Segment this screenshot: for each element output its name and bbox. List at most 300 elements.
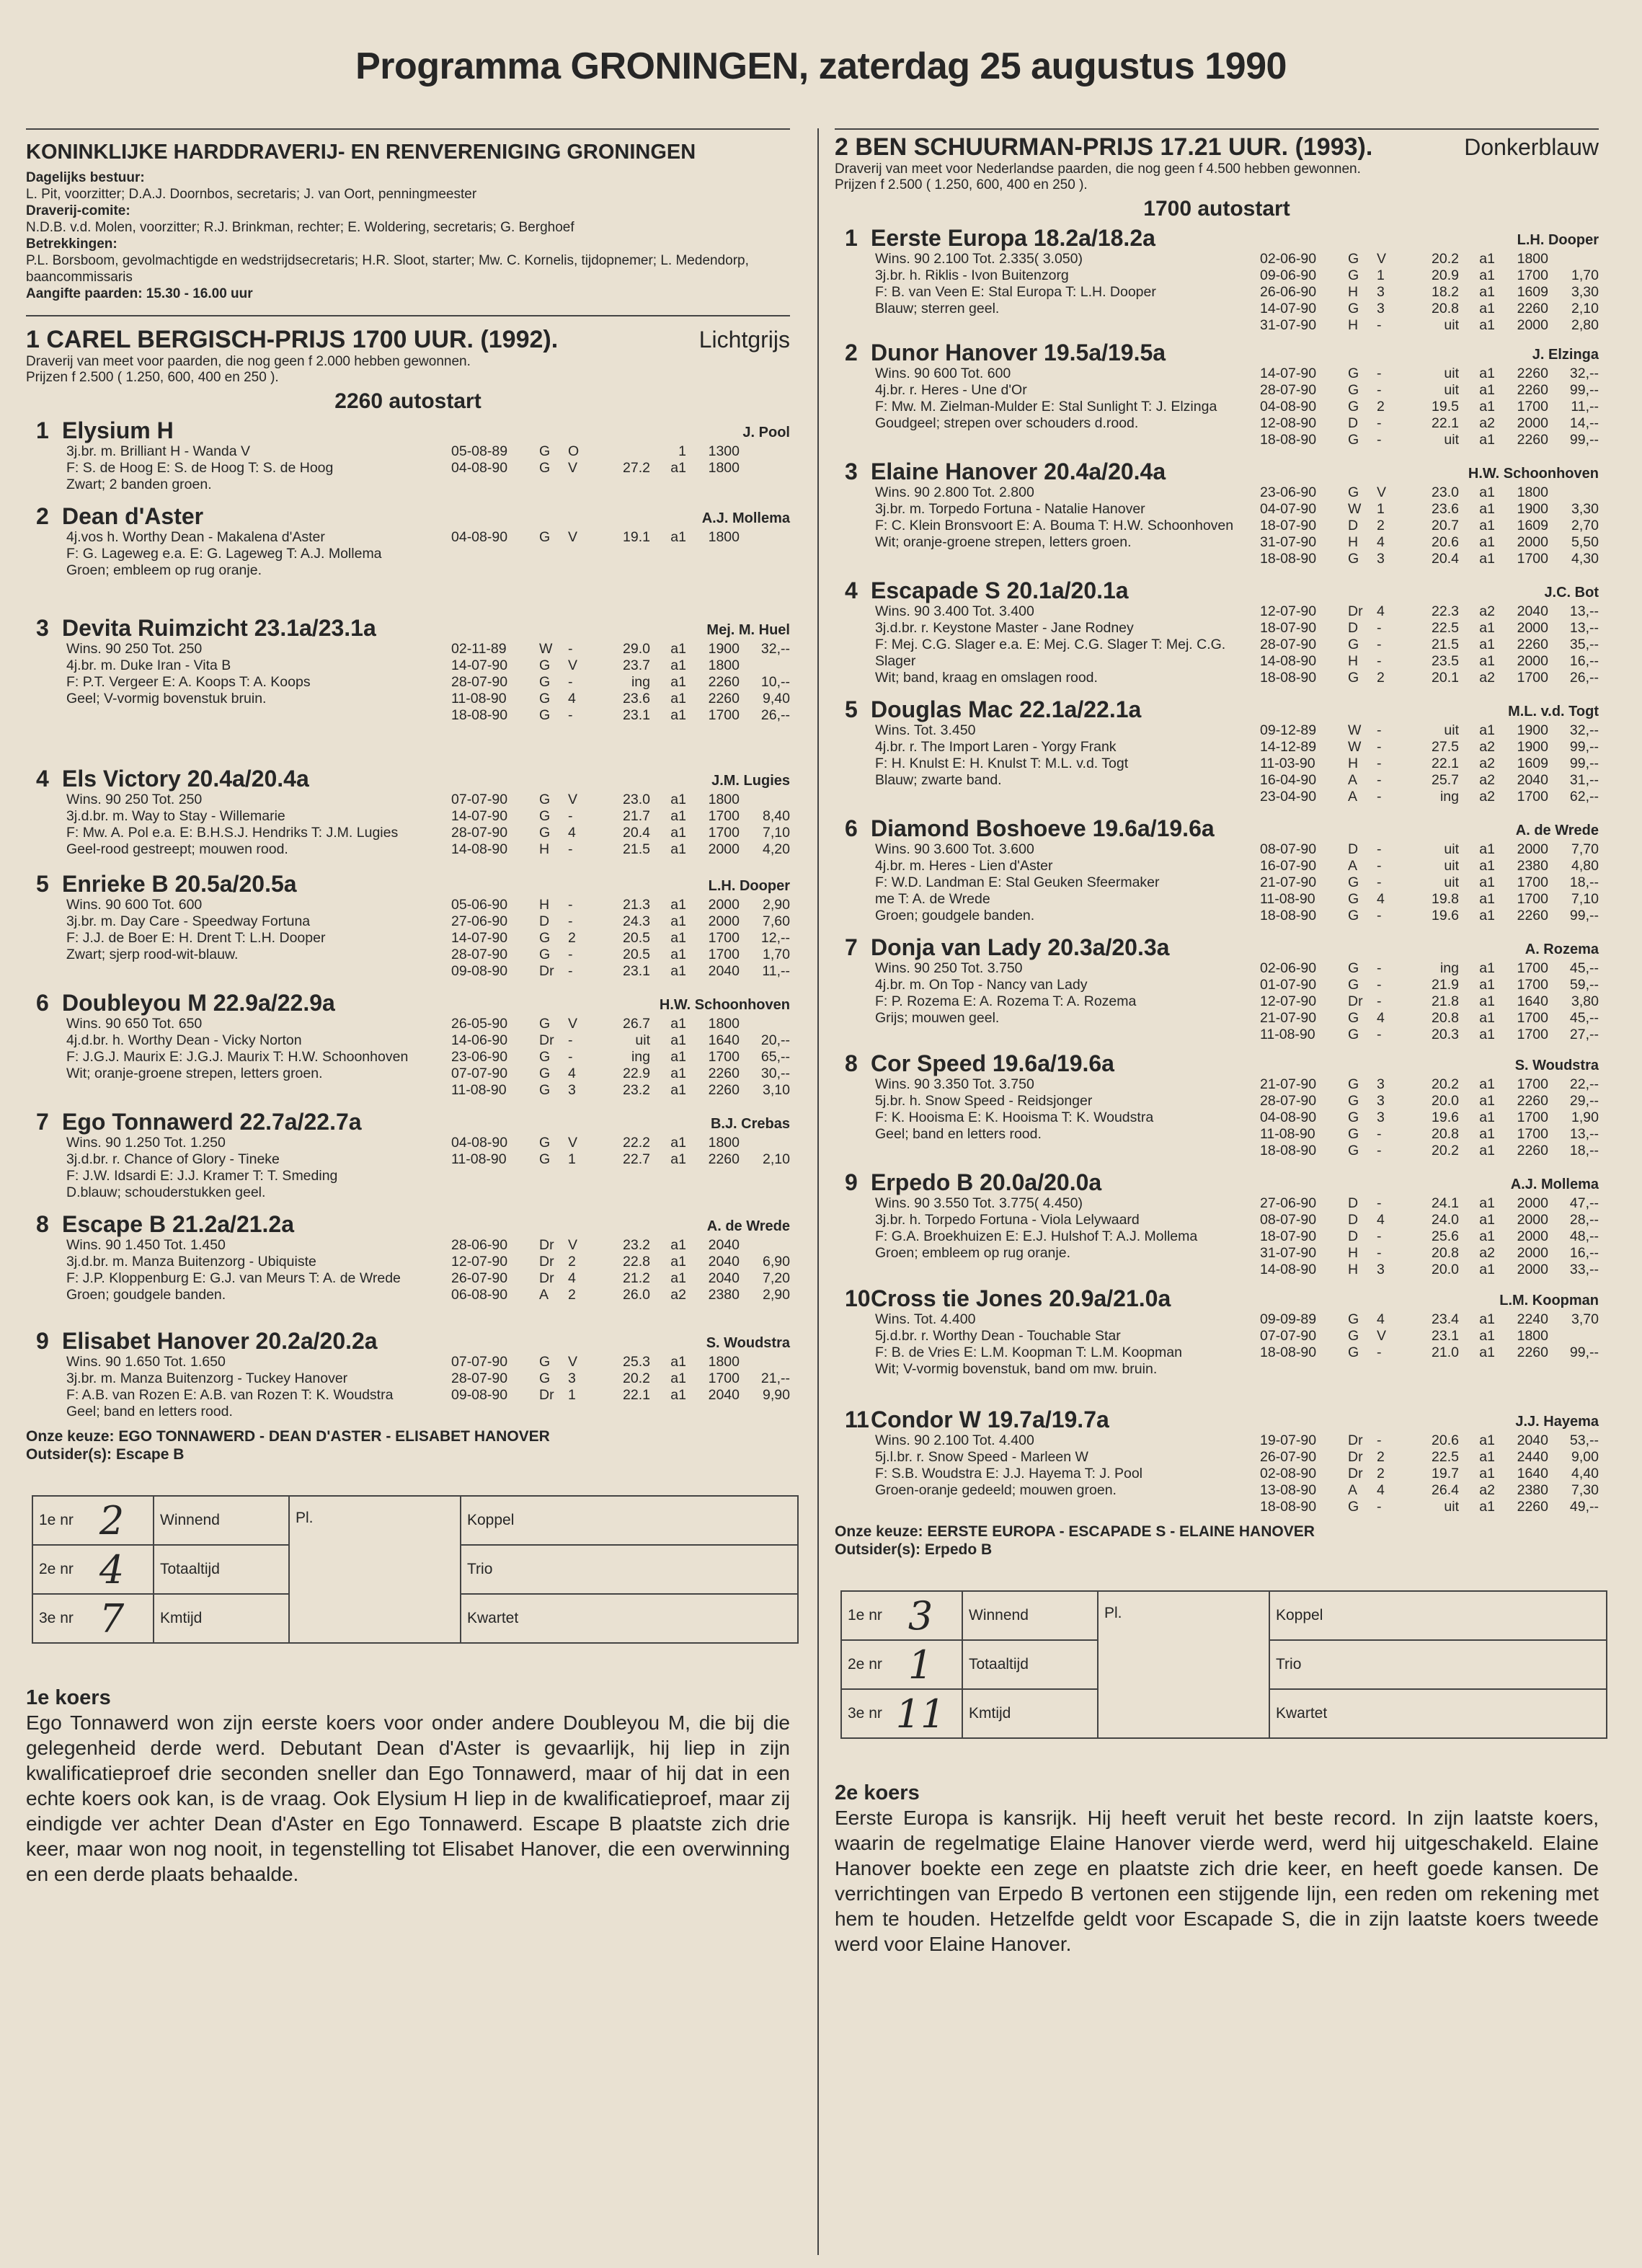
result-cell: 20.0 xyxy=(1432,1093,1459,1109)
result-cell: 1640 xyxy=(1517,993,1548,1009)
result-cell: 20.3 xyxy=(1432,1027,1459,1042)
horse-results xyxy=(1260,960,1599,1043)
result-cell: 21-07-90 xyxy=(1260,874,1317,890)
info-line: F: J.W. Idsardi E: J.J. Kramer T: T. Smeding xyxy=(66,1168,338,1184)
result-cell: V xyxy=(1377,251,1387,267)
result-cell: 21.5 xyxy=(623,841,650,857)
result-cell: a1 xyxy=(1479,1262,1495,1277)
result-cell: 12-07-90 xyxy=(1260,603,1317,619)
result-cell: - xyxy=(1377,1345,1382,1360)
form-bet-label: Kmtijd xyxy=(962,1689,1098,1738)
result-cell: 4 xyxy=(1377,1010,1385,1026)
info-line: Blauw; zwarte band. xyxy=(875,772,1002,788)
result-cell: a1 xyxy=(670,707,686,723)
result-cell: 23-04-90 xyxy=(1260,789,1317,805)
horse-details xyxy=(835,484,1599,567)
result-cell: 1300 xyxy=(708,443,740,459)
result-row xyxy=(451,1354,790,1370)
result-row xyxy=(1260,977,1599,993)
info-line: F: K. Hooisma E: K. Hooisma T: K. Woudstra xyxy=(875,1109,1154,1125)
horse-info xyxy=(26,1237,451,1303)
result-cell: G xyxy=(1348,432,1359,448)
result-cell: G xyxy=(1348,874,1359,890)
result-cell: H xyxy=(539,897,550,913)
result-cell: a1 xyxy=(670,691,686,706)
result-cell: a1 xyxy=(1479,1195,1495,1211)
result-row xyxy=(1260,284,1599,301)
horse-number: 6 xyxy=(36,990,49,1016)
horse-details xyxy=(835,251,1599,334)
horse-results xyxy=(451,792,790,858)
horse-name xyxy=(26,1328,790,1354)
result-cell: 45,-- xyxy=(1569,960,1599,976)
result-cell: - xyxy=(1377,960,1382,976)
race-conditions: Draverij van meet voor paarden, die nog geen f 2.000 hebben gewonnen. xyxy=(26,354,471,369)
result-cell: 1640 xyxy=(1517,1466,1548,1481)
result-cell: 09-09-89 xyxy=(1260,1311,1317,1327)
result-cell: 27.2 xyxy=(623,460,650,476)
horse-entry xyxy=(835,340,1599,448)
result-cell: - xyxy=(1377,382,1382,398)
result-row xyxy=(1260,1126,1599,1143)
result-cell: a1 xyxy=(1479,284,1495,300)
result-cell: 2260 xyxy=(1517,366,1548,381)
info-line: F: W.D. Landman E: Stal Geuken Sfeermaker xyxy=(875,874,1160,890)
result-cell: 18.2 xyxy=(1432,284,1459,300)
result-cell: 13-08-90 xyxy=(1260,1482,1317,1498)
result-cell: 1,70 xyxy=(763,947,790,962)
result-cell: D xyxy=(539,913,550,929)
result-cell: 20.2 xyxy=(623,1370,650,1386)
result-cell: 1700 xyxy=(708,1370,740,1386)
result-cell: 2 xyxy=(1377,670,1385,686)
horse-number: 2 xyxy=(36,503,49,529)
result-cell: a1 xyxy=(670,1016,686,1032)
form-bet-label: Winnend xyxy=(962,1591,1098,1640)
result-cell: a1 xyxy=(1479,551,1495,567)
result-row xyxy=(451,657,790,674)
result-cell: 11-08-90 xyxy=(451,1151,507,1167)
info-line: 3j.br. m. Torpedo Fortuna - Natalie Hanover xyxy=(875,501,1145,517)
result-cell: G xyxy=(539,1151,551,1167)
result-cell: 2260 xyxy=(1517,382,1548,398)
result-cell: - xyxy=(1377,317,1382,333)
result-cell: 1,90 xyxy=(1571,1109,1599,1125)
trainer-name: H.W. Schoonhoven xyxy=(659,997,790,1013)
race-title: 1 CAREL BERGISCH-PRIJS 1700 UUR. (1992). Lichtgrijs xyxy=(26,326,790,353)
result-row xyxy=(451,1254,790,1270)
info-line: Wins. 90 250 Tot. 250 xyxy=(66,792,203,807)
info-line: D.blauw; schouderstukken geel. xyxy=(66,1184,266,1200)
result-cell: 2000 xyxy=(1517,1262,1548,1277)
info-line: Wins. Tot. 3.450 xyxy=(875,722,976,738)
result-cell: G xyxy=(539,1082,551,1098)
horse-info xyxy=(26,897,451,980)
form-place-label: 2e nr xyxy=(39,1560,74,1577)
result-cell: a1 xyxy=(1479,1345,1495,1360)
info-line: Groen; embleem op rug oranje. xyxy=(875,1245,1070,1261)
result-cell: 2260 xyxy=(708,1066,740,1081)
result-cell: 21-07-90 xyxy=(1260,1010,1317,1026)
result-cell: 2000 xyxy=(1517,1228,1548,1244)
result-cell: 99,-- xyxy=(1569,1345,1599,1360)
result-cell: 2000 xyxy=(1517,1195,1548,1211)
result-row xyxy=(451,963,790,980)
result-cell: uit xyxy=(635,1032,650,1048)
result-cell: 1700 xyxy=(1517,874,1548,890)
result-cell: Dr xyxy=(539,1270,554,1286)
result-cell: 09-12-89 xyxy=(1260,722,1317,738)
horse-details xyxy=(26,897,790,980)
result-cell: G xyxy=(539,674,551,690)
result-cell: 49,-- xyxy=(1569,1499,1599,1515)
result-cell: Dr xyxy=(539,1032,554,1048)
result-cell: 2,10 xyxy=(763,1151,790,1167)
result-cell: 4 xyxy=(1377,603,1385,619)
result-cell: V xyxy=(568,1354,578,1370)
result-cell: 18-08-90 xyxy=(1260,1499,1317,1515)
result-cell: 18,-- xyxy=(1569,874,1599,890)
result-cell: - xyxy=(1377,977,1382,993)
info-line: 4j.br. r. The Import Laren - Yorgy Frank xyxy=(875,739,1117,755)
result-cell: 1800 xyxy=(1517,484,1548,500)
horse-details xyxy=(835,1311,1599,1378)
info-line: 3j.d.br. m. Manza Buitenzorg - Ubiquiste xyxy=(66,1254,316,1270)
result-cell: 2260 xyxy=(1517,432,1548,448)
form-place-label: 1e nr xyxy=(848,1606,882,1624)
result-cell: a1 xyxy=(670,1370,686,1386)
info-line: Groen; goudgele banden. xyxy=(66,1287,226,1303)
form-bet-label: Totaaltijd xyxy=(962,1640,1098,1689)
horse-number: 1 xyxy=(36,417,49,443)
result-cell: 16,-- xyxy=(1569,653,1599,669)
result-row xyxy=(1260,366,1599,382)
result-row xyxy=(1260,1345,1599,1361)
result-cell: uit xyxy=(1444,874,1459,890)
officials-text: P.L. Borsboom, gevolmachtigde en wedstrijdsecretaris; H.R. Sloot, starter; Mw. C. Kornelis, tijdopnemer; L. Medendorp, baancommissaris xyxy=(26,253,749,285)
result-cell: 14-08-90 xyxy=(1260,653,1317,669)
result-cell: 09-06-90 xyxy=(1260,267,1317,283)
result-cell: 20.4 xyxy=(623,825,650,841)
result-cell: G xyxy=(1348,399,1359,415)
handwritten-number: 7 xyxy=(99,1595,125,1642)
result-cell: - xyxy=(1377,874,1382,890)
result-cell: 21.0 xyxy=(1432,1345,1459,1360)
horse-name xyxy=(26,766,790,792)
result-cell: 25.7 xyxy=(1432,772,1459,788)
result-cell: a1 xyxy=(1479,653,1495,669)
result-cell: a2 xyxy=(1479,756,1495,771)
result-cell: A xyxy=(1348,858,1358,874)
result-cell: - xyxy=(1377,722,1382,738)
result-cell: a1 xyxy=(670,841,686,857)
result-cell: 23.6 xyxy=(1432,501,1459,517)
horse-info xyxy=(26,641,451,724)
result-row xyxy=(1260,637,1599,653)
result-cell: 18-08-90 xyxy=(1260,551,1317,567)
horse-entry xyxy=(26,615,790,724)
result-cell: 20.6 xyxy=(1432,534,1459,550)
result-cell: V xyxy=(568,792,578,807)
info-line: Geel; band en letters rood. xyxy=(875,1126,1042,1142)
result-cell: 18,-- xyxy=(1569,1143,1599,1159)
result-cell: 04-08-90 xyxy=(1260,1109,1317,1125)
horse-entry xyxy=(26,1328,790,1420)
result-cell: A xyxy=(1348,1482,1358,1498)
result-cell: 47,-- xyxy=(1569,1195,1599,1211)
result-row xyxy=(1260,858,1599,874)
result-cell: a1 xyxy=(670,1354,686,1370)
result-cell: 14-07-90 xyxy=(1260,366,1317,381)
result-cell: 24.1 xyxy=(1432,1195,1459,1211)
result-cell: H xyxy=(1348,317,1359,333)
horse-title: Ego Tonnawerd 22.7a/22.7a xyxy=(62,1109,362,1135)
result-cell: G xyxy=(1348,908,1359,923)
result-cell: - xyxy=(568,674,573,690)
info-line: Wins. 90 3.600 Tot. 3.600 xyxy=(875,841,1034,857)
result-cell: 10,-- xyxy=(760,674,790,690)
result-cell: a1 xyxy=(1479,518,1495,533)
result-row xyxy=(451,947,790,963)
result-row xyxy=(1260,1143,1599,1159)
result-cell: 14-08-90 xyxy=(451,841,508,857)
result-cell: 05-06-90 xyxy=(451,897,508,913)
result-cell: 25.3 xyxy=(623,1354,650,1370)
result-cell xyxy=(740,1237,790,1254)
result-cell: a1 xyxy=(1479,1126,1495,1142)
result-cell xyxy=(740,443,790,460)
horse-details xyxy=(26,443,790,493)
result-cell: 20.8 xyxy=(1432,1010,1459,1026)
form-place-cell xyxy=(32,1496,154,1545)
result-cell: 4,40 xyxy=(1571,1466,1599,1481)
info-line: 5j.br. h. Snow Speed - Reidsjonger xyxy=(875,1093,1093,1109)
result-cell: 1700 xyxy=(1517,789,1548,805)
result-cell: 6,90 xyxy=(763,1254,790,1270)
result-cell: 99,-- xyxy=(1569,432,1599,448)
result-cell: 2380 xyxy=(708,1287,740,1303)
result-cell: 28-07-90 xyxy=(451,947,508,962)
result-cell xyxy=(740,1135,790,1151)
info-line: 4j.br. r. Heres - Une d'Or xyxy=(875,382,1027,398)
result-cell: 1700 xyxy=(1517,1109,1548,1125)
trainer-name: A. de Wrede xyxy=(1515,823,1599,838)
result-cell: 29.0 xyxy=(623,641,650,657)
result-cell: 2000 xyxy=(1517,653,1548,669)
result-cell: W xyxy=(1348,739,1362,755)
result-cell: 2,70 xyxy=(1571,518,1599,533)
result-cell: Dr xyxy=(1348,1449,1363,1465)
result-cell: G xyxy=(539,1016,551,1032)
horse-title: Diamond Boshoeve 19.6a/19.6a xyxy=(871,815,1215,841)
result-cell: Dr xyxy=(539,1254,554,1270)
result-cell: 7,10 xyxy=(1571,891,1599,907)
result-cell: 3 xyxy=(1377,284,1385,300)
result-cell: a1 xyxy=(670,947,686,962)
result-row xyxy=(451,913,790,930)
result-cell: 23.4 xyxy=(1432,1311,1459,1327)
horse-title: Elaine Hanover 20.4a/20.4a xyxy=(871,459,1166,484)
result-row xyxy=(1260,301,1599,317)
result-cell: Dr xyxy=(1348,603,1363,619)
horse-details xyxy=(835,1076,1599,1159)
result-cell: V xyxy=(568,529,578,545)
result-row xyxy=(1260,756,1599,772)
result-cell: 26,-- xyxy=(760,707,790,723)
info-line: 4j.vos h. Worthy Dean - Makalena d'Aster xyxy=(66,529,325,545)
result-cell: V xyxy=(568,1237,578,1253)
trainer-name: M.L. v.d. Togt xyxy=(1508,704,1599,719)
result-cell: a1 xyxy=(670,913,686,929)
info-line: Wit; oranje-groene strepen, letters groen. xyxy=(66,1066,323,1081)
result-cell: 7,10 xyxy=(763,825,790,841)
result-cell: G xyxy=(1348,1345,1359,1360)
horse-info xyxy=(26,792,451,858)
horse-details xyxy=(835,366,1599,448)
result-cell: 1900 xyxy=(708,641,740,657)
result-row xyxy=(1260,739,1599,756)
horse-details xyxy=(835,722,1599,805)
result-cell: - xyxy=(1377,772,1382,788)
info-line: Zwart; sjerp rood-wit-blauw. xyxy=(66,947,239,962)
horse-info xyxy=(835,1195,1260,1278)
horse-results xyxy=(451,897,790,980)
board-label: Dagelijks bestuur: xyxy=(26,170,145,185)
result-cell: a1 xyxy=(670,657,686,673)
result-cell: Dr xyxy=(1348,1432,1363,1448)
result-cell: 21.8 xyxy=(1432,993,1459,1009)
result-cell: 19.8 xyxy=(1432,891,1459,907)
result-cell: 2260 xyxy=(1517,1143,1548,1159)
horse-entry xyxy=(835,1407,1599,1515)
result-cell: 4 xyxy=(1377,534,1385,550)
result-row xyxy=(451,691,790,707)
result-cell: G xyxy=(1348,366,1359,381)
result-cell: G xyxy=(539,1135,551,1151)
result-cell: 27,-- xyxy=(1569,1027,1599,1042)
result-cell: 2260 xyxy=(1517,908,1548,923)
result-cell: 2260 xyxy=(1517,637,1548,652)
result-cell: 1900 xyxy=(1517,501,1548,517)
result-cell: 21.3 xyxy=(623,897,650,913)
result-cell: a1 xyxy=(1479,301,1495,316)
result-cell: a1 xyxy=(1479,501,1495,517)
result-cell: 45,-- xyxy=(1569,1010,1599,1026)
result-cell: W xyxy=(1348,722,1362,738)
result-cell: 18-08-90 xyxy=(1260,1345,1317,1360)
horse-info xyxy=(835,366,1260,448)
horse-results xyxy=(451,1016,790,1099)
horse-name xyxy=(835,1285,1599,1311)
result-cell: a1 xyxy=(1479,1466,1495,1481)
result-cell: 2260 xyxy=(1517,1499,1548,1515)
result-cell: 1800 xyxy=(708,1135,740,1151)
result-cell: 3 xyxy=(1377,1109,1385,1125)
result-cell: 26.7 xyxy=(623,1016,650,1032)
horse-entry xyxy=(835,696,1599,805)
horse-entry xyxy=(835,1050,1599,1159)
result-cell: a2 xyxy=(670,1287,686,1303)
result-cell: 09-08-90 xyxy=(451,963,508,979)
result-cell: ing xyxy=(631,674,650,690)
horse-number: 3 xyxy=(36,615,49,641)
result-cell: ing xyxy=(1439,960,1459,976)
result-row xyxy=(451,1151,790,1168)
result-cell: G xyxy=(1348,977,1359,993)
result-cell: 28-07-90 xyxy=(451,1370,508,1386)
race-color: Donkerblauw xyxy=(1464,134,1599,160)
result-cell: 11-08-90 xyxy=(451,1082,507,1098)
result-cell: 11-03-90 xyxy=(1260,756,1315,771)
trainer-name: J.C. Bot xyxy=(1544,585,1599,601)
form-combination: Kwartet xyxy=(1269,1689,1607,1738)
result-row xyxy=(1260,1311,1599,1328)
result-cell: 20.9 xyxy=(1432,267,1459,283)
result-row xyxy=(1260,1262,1599,1278)
result-cell xyxy=(1548,484,1599,501)
trainer-name: J.J. Hayema xyxy=(1515,1414,1599,1430)
result-cell: a1 xyxy=(1479,1449,1495,1465)
committee-text: N.D.B. v.d. Molen, voorzitter; R.J. Brinkman, rechter; E. Woldering, secretaris; G. Berghoef xyxy=(26,220,574,235)
result-cell: 13,-- xyxy=(1569,620,1599,636)
result-cell: a1 xyxy=(1479,1499,1495,1515)
trainer-name: A.J. Mollema xyxy=(701,510,790,526)
result-cell: a1 xyxy=(670,1032,686,1048)
result-cell: a1 xyxy=(1479,960,1495,976)
result-cell: H xyxy=(1348,1262,1359,1277)
horse-title: Devita Ruimzicht 23.1a/23.1a xyxy=(62,615,376,641)
horse-results xyxy=(1260,722,1599,805)
result-cell: 4 xyxy=(568,1270,576,1286)
result-cell: 28-07-90 xyxy=(451,674,508,690)
horse-entry xyxy=(835,934,1599,1043)
info-line: F: J.P. Kloppenburg E: G.J. van Meurs T: A. de Wrede xyxy=(66,1270,401,1286)
result-cell: 22.7 xyxy=(623,1151,650,1167)
horse-results xyxy=(451,641,790,724)
horse-name xyxy=(835,225,1599,251)
horse-entry xyxy=(835,577,1599,686)
result-cell: a1 xyxy=(1479,891,1495,907)
result-cell: a1 xyxy=(670,1066,686,1081)
divider xyxy=(26,128,790,130)
result-row xyxy=(1260,1482,1599,1499)
entry-time: Aangifte paarden: 15.30 - 16.00 uur xyxy=(26,286,253,301)
result-row xyxy=(451,792,790,808)
result-cell: a1 xyxy=(670,808,686,824)
result-cell: 4,80 xyxy=(1571,858,1599,874)
horse-results xyxy=(1260,1076,1599,1159)
trainer-name: L.H. Dooper xyxy=(708,878,790,894)
right-column xyxy=(835,128,1599,1957)
info-line: F: Mw. M. Zielman-Mulder E: Stal Sunlight T: J. Elzinga xyxy=(875,399,1217,415)
result-row xyxy=(451,529,790,546)
result-cell: 1900 xyxy=(1517,739,1548,755)
result-cell: 18-07-90 xyxy=(1260,518,1317,533)
form-combination: Koppel xyxy=(461,1496,798,1545)
result-cell: 21.9 xyxy=(1432,977,1459,993)
race-prizes: Prijzen f 2.500 ( 1.250, 600, 400 en 250 ). xyxy=(26,370,279,385)
result-cell: 53,-- xyxy=(1569,1432,1599,1448)
horse-number: 5 xyxy=(845,696,858,722)
horse-details xyxy=(26,1354,790,1420)
result-row xyxy=(1260,1466,1599,1482)
result-cell: a1 xyxy=(1479,620,1495,636)
horse-number: 7 xyxy=(845,934,858,960)
divider xyxy=(26,315,790,316)
result-cell: a1 xyxy=(1479,267,1495,283)
result-cell: 18-08-90 xyxy=(451,707,508,723)
result-cell: 14-08-90 xyxy=(1260,1262,1317,1277)
